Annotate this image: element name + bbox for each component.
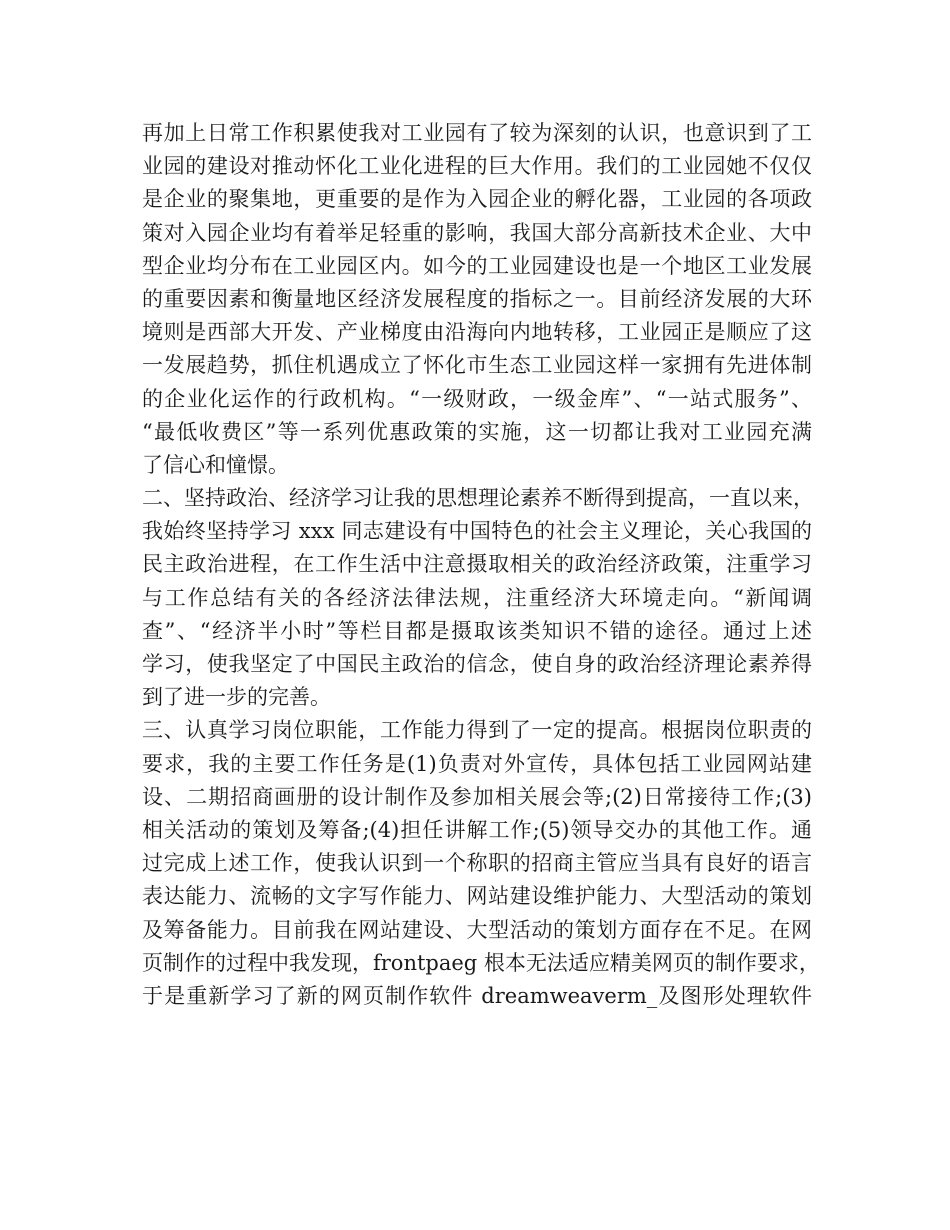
- text-line: 页制作的过程中我发现，frontpaeg 根本无法适应精美网页的制作要求，: [142, 950, 820, 975]
- text-line: 相关活动的策划及筹备;(4)担任讲解工作;(5)领导交办的其他工作。通: [142, 817, 812, 842]
- text-line: 境则是西部大开发、产业梯度由沿海向内地转移，工业园正是顺应了这: [142, 320, 812, 345]
- text-line: 再加上日常工作积累使我对工业园有了较为深刻的认识，也意识到了工: [142, 121, 812, 145]
- text-line: 我始终坚持学习 xxx 同志建设有中国特色的社会主义理论，关心我国的: [142, 519, 812, 544]
- text-line: 于是重新学习了新的网页制作软件 dreamweaverm_及图形处理软件: [142, 983, 812, 1008]
- paragraph-last-line: 了信心和憧憬。: [142, 452, 289, 477]
- text-line: 查”、“经济半小时”等栏目都是摄取该类知识不错的途径。通过上述: [142, 618, 812, 643]
- text-line: 策对入园企业均有着举足轻重的影响，我国大部分高新技术企业、大中: [142, 220, 812, 245]
- text-line: 的重要因素和衡量地区经济发展程度的指标之一。目前经济发展的大环: [142, 286, 812, 311]
- text-line: 业园的建设对推动怀化工业化进程的巨大作用。我们的工业园她不仅仅: [142, 154, 812, 179]
- text-line: 的企业化运作的行政机构。“一级财政，一级金库”、“一站式服务”、: [142, 386, 812, 411]
- text-line: 民主政治进程，在工作生活中注意摄取相关的政治经济政策，注重学习: [142, 552, 812, 577]
- text-line: 是企业的聚集地，更重要的是作为入园企业的孵化器，工业园的各项政: [142, 187, 812, 212]
- body-text: [142, 117, 820, 1013]
- text-line: 学习，使我坚定了中国民主政治的信念，使自身的政治经济理论素养得: [142, 652, 812, 676]
- text-line: 表达能力、流畅的文字写作能力、网站建设维护能力、大型活动的策划: [142, 884, 812, 909]
- text-line: “最低收费区”等一系列优惠政策的实施，这一切都让我对工业园充满: [142, 419, 812, 444]
- text-line: 过完成上述工作，使我认识到一个称职的招商主管应当具有良好的语言: [142, 851, 812, 876]
- section-heading-line: 三、认真学习岗位职能，工作能力得到了一定的提高。根据岗位职责的: [142, 718, 812, 743]
- text-line: 型企业均分布在工业园区内。如今的工业园建设也是一个地区工业发展: [142, 253, 812, 278]
- text-line: 设、二期招商画册的设计制作及参加相关展会等;(2)日常接待工作;(3): [142, 784, 812, 809]
- text-line: 要求，我的主要工作任务是(1)负责对外宣传，具体包括工业园网站建: [142, 751, 812, 776]
- section-heading-line: 二、坚持政治、经济学习让我的思想理论素养不断得到提高，一直以来，: [142, 486, 814, 511]
- paragraph-last-line: 到了进一步的完善。: [142, 685, 331, 710]
- text-line: 及筹备能力。目前我在网站建设、大型活动的策划方面存在不足。在网: [142, 917, 812, 942]
- text-line: 一发展趋势，抓住机遇成立了怀化市生态工业园这样一家拥有先进体制: [142, 353, 812, 378]
- text-line: 与工作总结有关的各经济法律法规，注重经济大环境走向。“新闻调: [142, 585, 812, 610]
